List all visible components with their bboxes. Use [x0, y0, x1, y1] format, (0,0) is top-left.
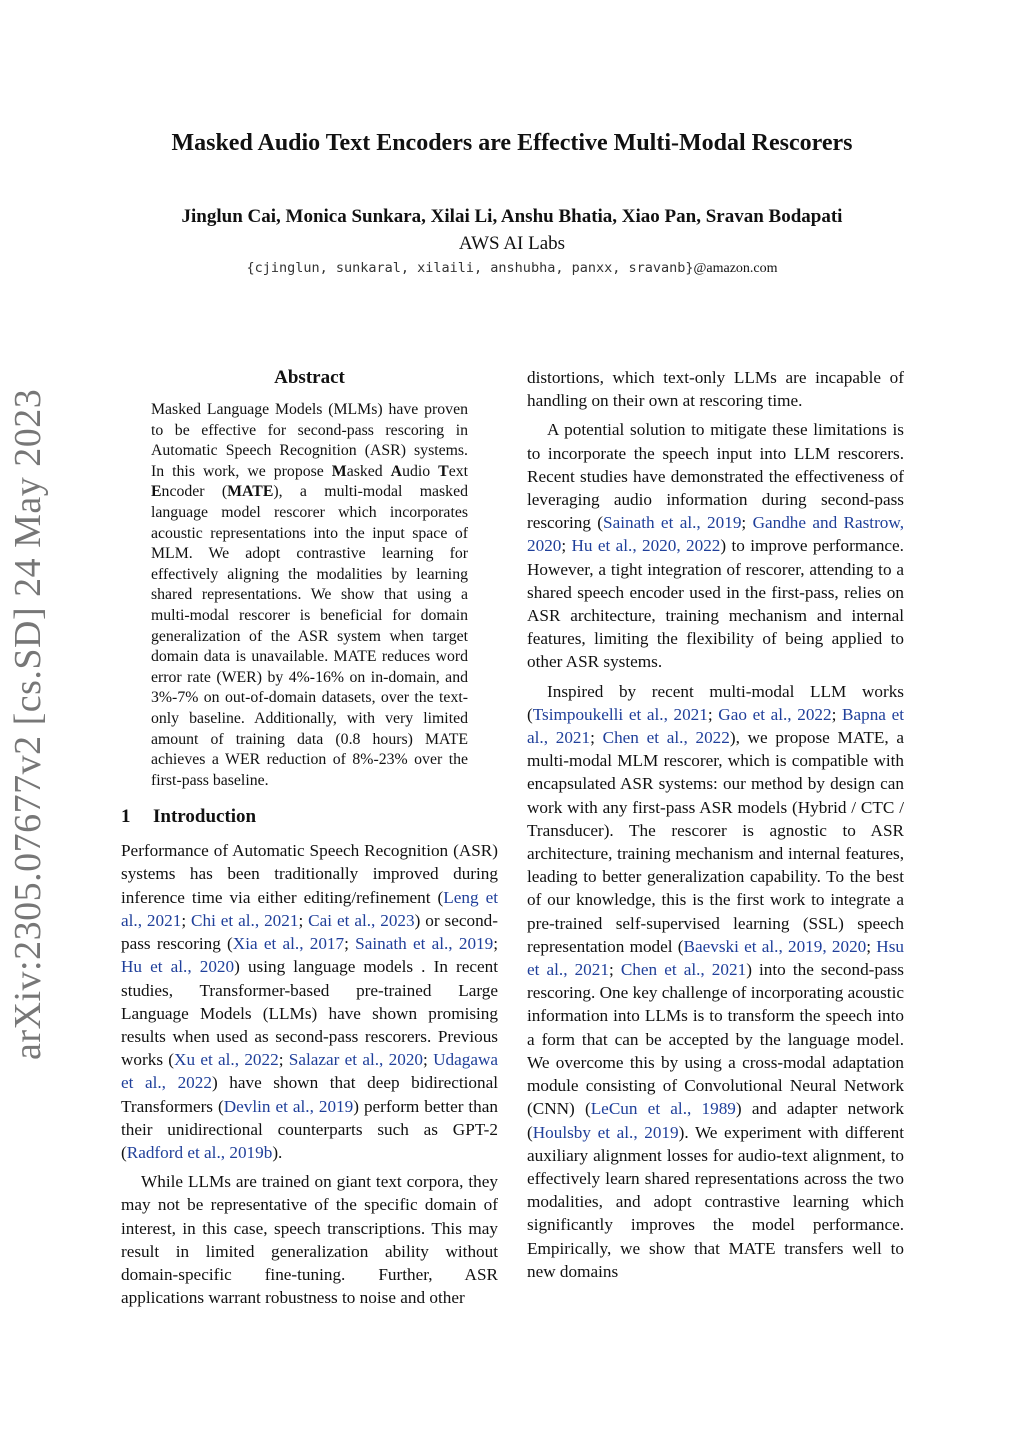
citation-link[interactable]: Tsimpoukelli et al., 2021 — [532, 704, 708, 724]
author-list: Jinglun Cai, Monica Sunkara, Xilai Li, Anshu Bhatia, Xiao Pan, Sravan Bodapati — [181, 206, 843, 227]
citation-link[interactable]: Xu et al., 2022 — [174, 1050, 279, 1070]
citation-link[interactable]: Chen et al., 2021 — [620, 960, 747, 980]
section-heading-introduction — [121, 805, 498, 829]
email-usernames: {cjinglun, sunkaral, xilaili, anshubha, panxx, sravanb} — [246, 260, 694, 276]
citation-link[interactable]: Leng et al., 2021 — [121, 887, 498, 930]
citation-link[interactable]: Cai et al., 2023 — [308, 910, 415, 930]
intro-paragraph-3: A potential solution to mitigate these limitations is to incorporate the speech input into LLM rescorers. Recent studies have demonstrated the effectiveness of leveraging audio information during second-pass rescoring (Sainath et al., 2019; Gandhe and Rastrow, 2020; Hu et al., 2020, 2022) to improve performance. However, a tight integration of rescorer, attending to a shared speech encoder used in the first-pass, relies on ASR architecture, training mechanism and internal features, limiting the flexibility of being applied to other ASR systems. — [527, 420, 904, 672]
citation-link[interactable]: Sainath et al., 2019 — [355, 934, 494, 954]
left-column — [121, 366, 498, 1309]
citation-link[interactable]: Devlin et al., 2019 — [223, 1096, 354, 1116]
arxiv-stamp: arXiv:2305.07677v2 [cs.SD] 24 May 2023 — [7, 388, 49, 1060]
author-emails — [0, 260, 1024, 277]
intro-paragraph-2-continued: distortions, which text-only LLMs are incapable of handling on their own at rescoring time. — [527, 368, 904, 411]
citation-link[interactable]: Chi et al., 2021 — [191, 910, 299, 930]
abstract-body: Masked Language Models (MLMs) have proven to be effective for second-pass rescoring in Automatic Speech Recognition (ASR) systems. In this work, we propose Masked Audio Text Encoder (MATE), a multi-modal masked language model rescorer which incorporates acoustic representations into the input space of MLM. We adopt contrastive learning for effectively aligning the modalities by learning shared representations. We show that using a multi-modal rescorer is beneficial for domain generalization of the ASR system when target domain data is unavailable. MATE reduces word error rate (WER) by 4%-16% on in-domain, and 3%-7% on out-of-domain datasets, over the text-only baseline. Additionally, with very limited amount of training data (0.8 hours) MATE achieves a WER reduction of 8%-23% over the first-pass baseline. — [151, 401, 468, 789]
citation-link[interactable]: Udagawa et al., 2022 — [121, 1050, 498, 1093]
citation-link[interactable]: Sainath et al., 2019 — [603, 513, 742, 533]
intro-paragraph-2: While LLMs are trained on giant text corpora, they may not be representative of the specific domain of interest, in this case, speech transcriptions. This may result in limited generalization ability without domain-specific fine-tuning. Further, ASR applications warrant robustness to noise and other — [121, 1172, 498, 1308]
section-title: Introduction — [153, 806, 257, 828]
citation-link[interactable]: Radford et al., 2019b — [126, 1142, 273, 1162]
citation-link[interactable]: Hu et al., 2020, 2022 — [571, 536, 721, 556]
intro-paragraph-1: Performance of Automatic Speech Recognition (ASR) systems has been traditionally improved during inference time via either editing/refinement (Leng et al., 2021; Chi et al., 2021; Cai et al., 2023) or second-pass rescoring (Xia et al., 2017; Sainath et al., 2019; Hu et al., 2020) using language models . In recent studies, Transformer-based pre-trained Large Language Models (LLMs) have shown promising results when used as second-pass rescorers. Previous works (Xu et al., 2022; Salazar et al., 2020; Udagawa et al., 2022) have shown that deep bidirectional Transformers (Devlin et al., 2019) perform better than their unidirectional counterparts such as GPT-2 (Radford et al., 2019b). — [121, 841, 499, 1162]
citation-link[interactable]: Hsu et al., 2021 — [527, 936, 904, 980]
intro-paragraph-4: Inspired by recent multi-modal LLM works (Tsimpoukelli et al., 2021; Gao et al., 2022; Bapna et al., 2021; Chen et al., 2022), we propose MATE, a multi-modal MLM rescorer, which is compatible with encapsulated ASR systems: our method by design can work with any first-pass ASR models (Hybrid / CTC / Transducer). The rescorer is agnostic to ASR architecture, training mechanism and internal features, leading to better generalization capability. To the best of our knowledge, this is the first work to integrate a pre-trained self-supervised learning (SSL) speech representation model (Baevski et al., 2019, 2020; Hsu et al., 2021; Chen et al., 2021) into the second-pass rescoring. One key challenge of incorporating acoustic information into LLMs is to transform the speech into a form that can be accepted by the language model. We overcome this by using a cross-modal adaptation module consisting of Convolutional Neural Network (CNN) (LeCun et al., 1989) and adapter network (Houlsby et al., 2019). We experiment with different auxiliary alignment losses for audio-text alignment, to effectively learn shared representations across the two modalities, and adopt contrastive learning which significantly improves the model performance. Empirically, we show that MATE transfers well to new domains — [527, 681, 905, 1281]
abstract-heading: Abstract — [274, 367, 345, 388]
citation-link[interactable]: LeCun et al., 1989 — [590, 1099, 736, 1119]
citation-link[interactable]: Xia et al., 2017 — [232, 934, 345, 954]
email-domain: @amazon.com — [693, 261, 778, 276]
citation-link[interactable]: Chen et al., 2022 — [602, 728, 730, 748]
right-column — [527, 366, 904, 1283]
citation-link[interactable]: Baevski et al., 2019, 2020 — [683, 936, 867, 956]
section-number: 1 — [121, 806, 131, 828]
citation-link[interactable]: Houlsby et al., 2019 — [532, 1122, 679, 1142]
citation-link[interactable]: Bapna et al., 2021 — [527, 704, 904, 748]
citation-link[interactable]: Salazar et al., 2020 — [288, 1050, 424, 1070]
paper-title: Masked Audio Text Encoders are Effective Multi-Modal Rescorers — [171, 130, 853, 156]
citation-link[interactable]: Gandhe and Rastrow, 2020 — [527, 513, 904, 556]
affiliation: AWS AI Labs — [458, 233, 566, 254]
citation-link[interactable]: Hu et al., 2020 — [121, 957, 235, 977]
citation-link[interactable]: Gao et al., 2022 — [718, 704, 832, 724]
